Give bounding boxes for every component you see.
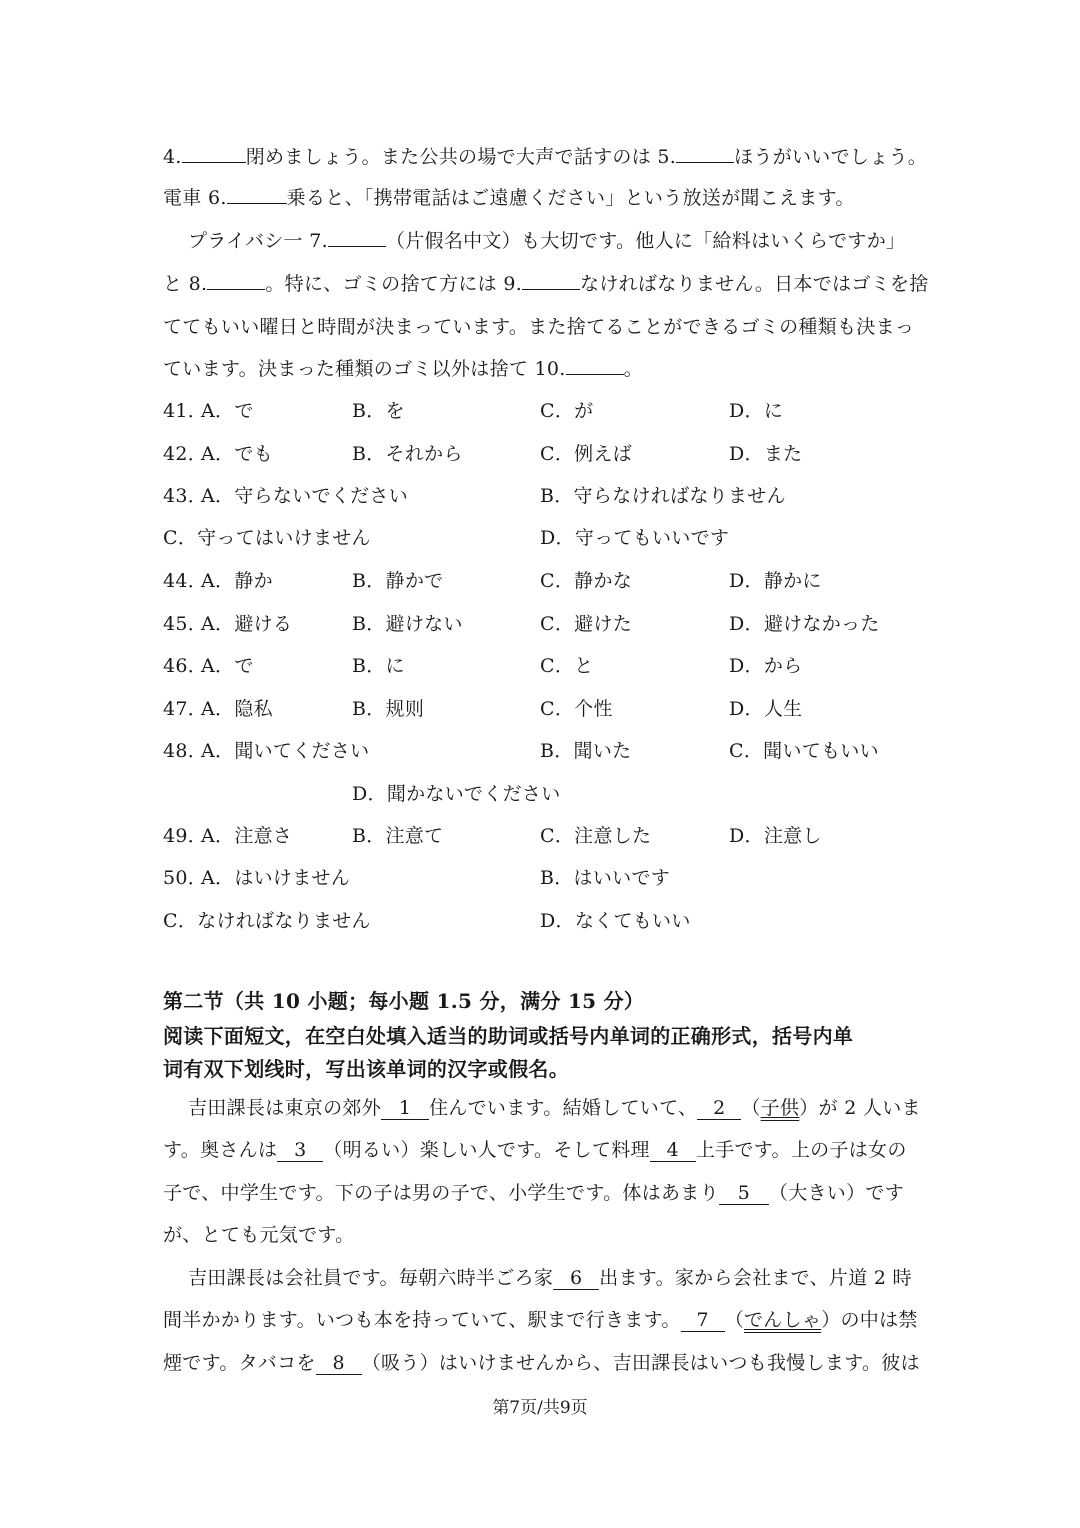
text: （大きい）です bbox=[768, 1182, 905, 1204]
blank-8: 8 bbox=[316, 1354, 362, 1375]
passage1-line1 bbox=[163, 142, 927, 169]
text: 吉田課長は東京の郊外 bbox=[188, 1097, 382, 1119]
page-number: 第7页/共9页 bbox=[492, 1398, 588, 1418]
text: 4. bbox=[163, 146, 182, 168]
passage2-line4: が、とても元気です。 bbox=[163, 1224, 355, 1246]
option-a[interactable]: A．避ける bbox=[201, 613, 293, 635]
text: と 8. bbox=[163, 273, 208, 295]
text: ）が 2 人いま bbox=[799, 1097, 921, 1119]
question-number: 43． bbox=[163, 485, 208, 507]
option-b[interactable]: B．聞いた bbox=[540, 740, 632, 762]
question-number: 48． bbox=[163, 740, 208, 762]
option-d[interactable]: D．から bbox=[729, 655, 803, 677]
option-c[interactable]: C．避けた bbox=[540, 613, 633, 635]
text: 閉めましょう。また公共の場で大声で話すのは 5. bbox=[245, 146, 677, 168]
passage2-line3 bbox=[163, 1178, 904, 1205]
option-d[interactable]: D．静かに bbox=[729, 570, 822, 592]
question-number: 41． bbox=[163, 400, 208, 422]
passage2-line2 bbox=[163, 1135, 907, 1162]
blank-4 bbox=[182, 143, 246, 163]
option-a[interactable]: A．隐私 bbox=[201, 698, 273, 720]
option-b[interactable]: B．规则 bbox=[352, 698, 425, 720]
option-a[interactable]: A．で bbox=[201, 400, 254, 422]
option-b[interactable]: B．避けない bbox=[352, 613, 463, 635]
blank-10 bbox=[566, 355, 624, 375]
question-number: 50． bbox=[163, 867, 208, 889]
option-a[interactable]: A．守らないでください bbox=[201, 485, 409, 507]
blank-4: 4 bbox=[650, 1141, 696, 1162]
blank-6: 6 bbox=[553, 1269, 599, 1290]
text: 吉田課長は会社員です。毎朝六時半ごろ家 bbox=[188, 1267, 554, 1289]
question-number: 49． bbox=[163, 825, 208, 847]
option-d[interactable]: D．人生 bbox=[729, 698, 803, 720]
option-a[interactable]: A．はいけません bbox=[201, 867, 351, 889]
blank-2: 2 bbox=[697, 1099, 741, 1120]
option-d[interactable]: D．守ってもいいです bbox=[540, 527, 730, 549]
passage2-line7 bbox=[163, 1348, 920, 1375]
option-c[interactable]: C．と bbox=[540, 655, 594, 677]
option-c[interactable]: C．聞いてもいい bbox=[729, 740, 879, 762]
text: 乗ると、「携帯電話はご遠慮ください」という放送が聞こえます。 bbox=[286, 187, 855, 209]
option-c[interactable]: C．例えば bbox=[540, 443, 633, 465]
option-b[interactable]: B．に bbox=[352, 655, 405, 677]
option-b[interactable]: B．静かで bbox=[352, 570, 444, 592]
text: （明るい）楽しい人です。そして料理 bbox=[323, 1139, 650, 1161]
text: 。特に、ゴミの捨て方には 9. bbox=[265, 273, 523, 295]
passage1-line3 bbox=[188, 226, 905, 253]
option-c[interactable]: C．なければなりません bbox=[163, 910, 371, 932]
option-d[interactable]: D．に bbox=[729, 400, 784, 422]
passage2-line1 bbox=[188, 1093, 921, 1120]
question-number: 44． bbox=[163, 570, 208, 592]
text: （吸う）はいけませんから、吉田課長はいつも我慢します。彼は bbox=[361, 1352, 920, 1374]
section2-instruction-line1: 阅读下面短文，在空白处填入适当的助词或括号内单词的正确形式，括号内单 bbox=[163, 1024, 854, 1048]
passage2-line6 bbox=[163, 1305, 918, 1332]
question-number: 42． bbox=[163, 443, 208, 465]
passage1-line5: ててもいい曜日と時間が決まっています。また捨てることができるゴミの種類も決まっ bbox=[163, 316, 915, 338]
option-b[interactable]: B．を bbox=[352, 400, 405, 422]
question-number: 47． bbox=[163, 698, 208, 720]
text: （ bbox=[724, 1309, 744, 1331]
blank-1: 1 bbox=[381, 1099, 429, 1120]
option-c[interactable]: C．静かな bbox=[540, 570, 633, 592]
passage1-line6 bbox=[163, 354, 643, 381]
text: プライバシ一 7. bbox=[188, 230, 328, 252]
blank-6 bbox=[227, 184, 287, 204]
option-a[interactable]: A．静か bbox=[201, 570, 273, 592]
text: 電車 6. bbox=[163, 187, 227, 209]
passage1-line4 bbox=[163, 269, 929, 296]
option-d[interactable]: D．また bbox=[729, 443, 803, 465]
text: 煙です。タバコを bbox=[163, 1352, 316, 1374]
blank-3: 3 bbox=[277, 1141, 323, 1162]
blank-7: 7 bbox=[681, 1311, 725, 1332]
double-underlined-word: 子供 bbox=[760, 1097, 800, 1119]
option-d[interactable]: D．避けなかった bbox=[729, 613, 880, 635]
option-b[interactable]: B．はいいです bbox=[540, 867, 671, 889]
passage2-line5 bbox=[188, 1263, 912, 1290]
option-a[interactable]: A．聞いてください bbox=[201, 740, 370, 762]
blank-9 bbox=[522, 270, 580, 290]
text: 間半かかります。いつも本を持っていて、駅まで行きます。 bbox=[163, 1309, 681, 1331]
question-number: 45． bbox=[163, 613, 208, 635]
option-c[interactable]: C．が bbox=[540, 400, 594, 422]
option-b[interactable]: B．守らなければなりません bbox=[540, 485, 786, 507]
option-a[interactable]: A．でも bbox=[201, 443, 273, 465]
text: ています。決まった種類のゴミ以外は捨て 10. bbox=[163, 358, 566, 380]
text: 子で、中学生です。下の子は男の子で、小学生です。体はあまり bbox=[163, 1182, 719, 1204]
text: （ bbox=[741, 1097, 761, 1119]
blank-7 bbox=[328, 227, 386, 247]
text: なければなりません。日本ではゴミを捨 bbox=[580, 273, 929, 295]
text: 出ます。家から会社まで、片道 2 時 bbox=[599, 1267, 912, 1289]
text: （片假名中文）も大切です。他人に「給料はいくらですか」 bbox=[385, 230, 906, 252]
option-a[interactable]: A．注意さ bbox=[201, 825, 293, 847]
text: す。奥さんは bbox=[163, 1139, 278, 1161]
text: 上手です。上の子は女の bbox=[695, 1139, 907, 1161]
double-underlined-word: でんしゃ bbox=[744, 1309, 822, 1331]
passage1-line2 bbox=[163, 183, 855, 210]
option-d[interactable]: D．注意し bbox=[729, 825, 822, 847]
option-b[interactable]: B．それから bbox=[352, 443, 463, 465]
blank-8 bbox=[207, 270, 265, 290]
question-number: 46． bbox=[163, 655, 208, 677]
text: ）の中は禁 bbox=[821, 1309, 918, 1331]
section2-title: 第二节（共 10 小题；每小题 1.5 分，满分 15 分） bbox=[163, 989, 645, 1013]
option-c[interactable]: C．注意した bbox=[540, 825, 652, 847]
text: 住んでいます。結婚していて、 bbox=[429, 1097, 698, 1119]
option-a[interactable]: A．で bbox=[201, 655, 254, 677]
option-c[interactable]: C．个性 bbox=[540, 698, 613, 720]
section2-instruction-line2: 词有双下划线时，写出该单词的汉字或假名。 bbox=[163, 1057, 569, 1081]
option-d[interactable]: D．聞かないでください bbox=[352, 783, 561, 805]
option-c[interactable]: C．守ってはいけません bbox=[163, 527, 371, 549]
blank-5 bbox=[676, 143, 734, 163]
blank-5: 5 bbox=[719, 1184, 769, 1205]
text: ほうがいいでしょう。 bbox=[734, 146, 928, 168]
text: 。 bbox=[623, 358, 643, 380]
option-d[interactable]: D．なくてもいい bbox=[540, 910, 691, 932]
option-b[interactable]: B．注意て bbox=[352, 825, 444, 847]
